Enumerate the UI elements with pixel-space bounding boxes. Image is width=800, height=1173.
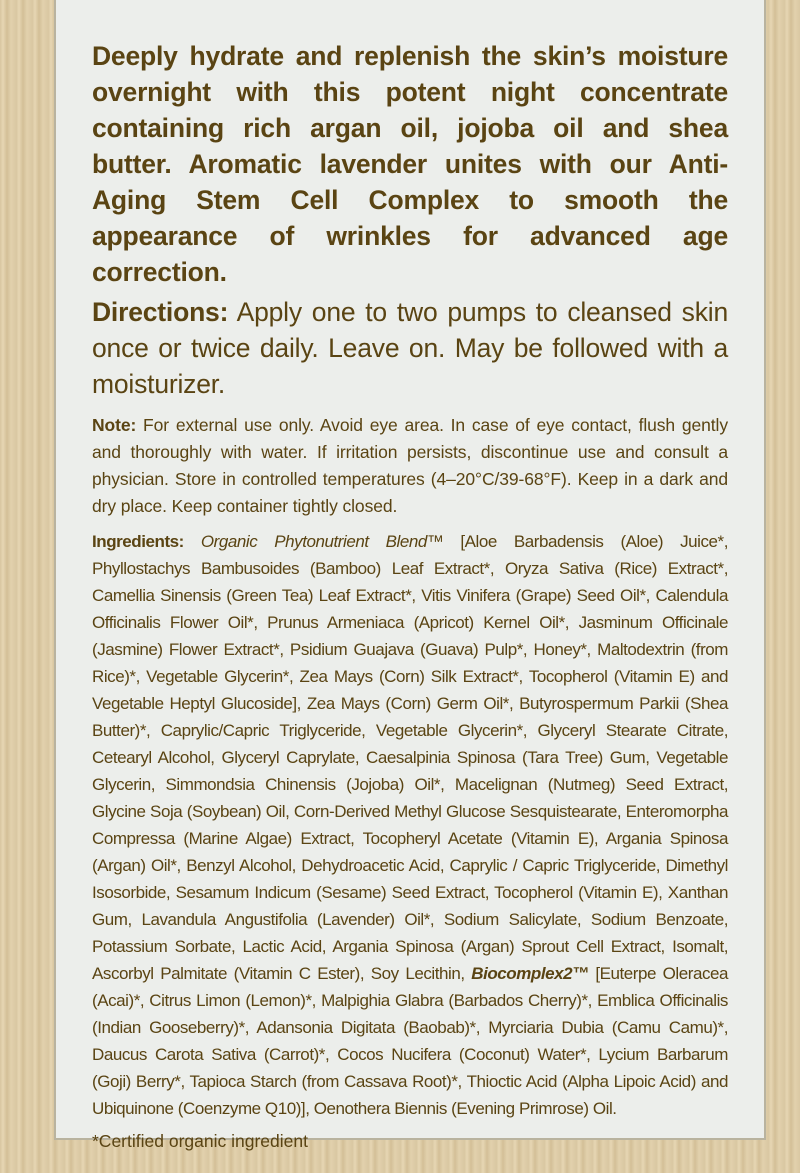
blend-label: Organic Phytonutrient Blend™: [183, 532, 444, 551]
ingredients-list-continued: [Euterpe Oleracea (Acai)*, Citrus Limon (Lemon)*, Malpighia Glabra (Barbados Cherry)*, Emblica Officinalis (Indian Gooseberry)*, Adansonia Digitata (Baobab)*, Myrciaria Dubia (Camu Camu)*, Daucus Carota Sativa (Carrot)*, Cocos Nucifera (Coconut) Water*, Lycium Barbarum (Goji) Berry*, Tapioca Starch (from Cassava Root)*, Thioctic Acid (Alpha Lipoic Acid) and Ubiquinone (Coenzyme Q10)], Oenothera Biennis (Evening Primrose) Oil.: [92, 964, 729, 1118]
note-label: Note:: [92, 415, 137, 435]
organic-footnote: *Certified organic ingredient: [92, 1131, 308, 1151]
ingredients-label: Ingredients:: [92, 532, 184, 551]
note-section: [92, 412, 728, 520]
complex-label: Biocomplex2™: [471, 964, 589, 983]
label-panel: [54, 0, 766, 1151]
directions-section: [92, 294, 728, 402]
product-description: Deeply hydrate and replenish the skin’s moisture overnight with this potent night concentrate containing rich argan oil, jojoba oil and shea butter. Aromatic lavender unites with our Anti-Aging Stem Cell Complex to smooth the appearance of wrinkles for advanced age correction.: [92, 41, 728, 287]
note-text: For external use only. Avoid eye area. In case of eye contact, flush gently and thoroughly with water. If irritation persists, discontinue use and consult a physician. Store in controlled temperatures (4–20°C/39-68°F). Keep in a dark and dry place. Keep container tightly closed.: [92, 415, 728, 516]
directions-label: Directions:: [92, 297, 229, 327]
directions-text: Apply one to two pumps to cleansed skin once or twice daily. Leave on. May be followed with a moisturizer.: [92, 297, 728, 399]
ingredients-list: [Aloe Barbadensis (Aloe) Juice*, Phyllostachys Bambusoides (Bamboo) Leaf Extract*, Oryza Sativa (Rice) Extract*, Camellia Sinensis (Green Tea) Leaf Extract*, Vitis Vinifera (Grape) Seed Oil*, Calendula Officinalis Flower Oil*, Prunus Armeniaca (Apricot) Kernel Oil*, Jasminum Officinale (Jasmine) Flower Extract*, Psidium Guajava (Guava) Pulp*, Honey*, Maltodextrin (from Rice)*, Vegetable Glycerin*, Zea Mays (Corn) Silk Extract*, Tocopherol (Vitamin E) and Vegetable Heptyl Glucoside], Zea Mays (Corn) Germ Oil*, Butyrospermum Parkii (Shea Butter)*, Caprylic/Capric Triglyceride, Vegetable Glycerin*, Glyceryl Stearate Citrate, Cetearyl Alcohol, Glyceryl Caprylate, Caesalpinia Spinosa (Tara Tree) Gum, Vegetable Glycerin, Simmondsia Chinensis (Jojoba) Oil*, Macelignan (Nutmeg) Seed Extract, Glycine Soja (Soybean) Oil, Corn-Derived Methyl Glucose Sesquistearate, Enteromorpha Compressa (Marine Algae) Extract, Tocopheryl Acetate (Vitamin E), Argania Spinosa (Argan) Oil*, Benzyl Alcohol, Dehydroacetic Acid, Caprylic / Capric Triglyceride, Dimethyl Isosorbide, Sesamum Indicum (Sesame) Seed Extract, Tocopherol (Vitamin E), Xanthan Gum, Lavandula Angustifolia (Lavender) Oil*, Sodium Salicylate, Sodium Benzoate, Potassium Sorbate, Lactic Acid, Argania Spinosa (Argan) Sprout Cell Extract, Isomalt, Ascorbyl Palmitate (Vitamin C Ester), Soy Lecithin,: [92, 532, 728, 983]
ingredients-section: [92, 528, 728, 1122]
